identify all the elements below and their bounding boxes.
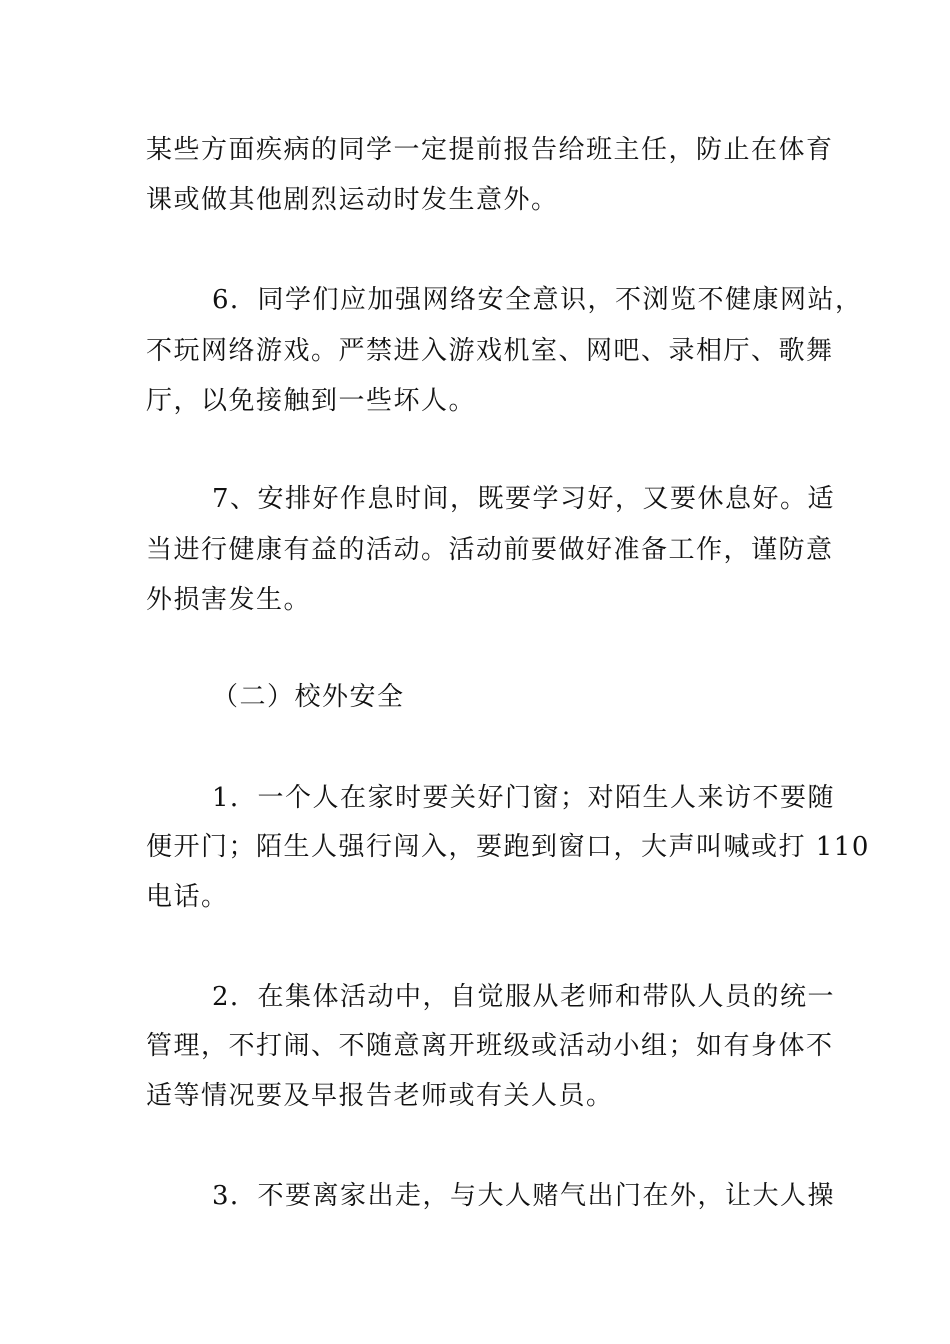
text-line: 课或做其他剧烈运动时发生意外。 <box>146 185 559 215</box>
text-line: 便开门；陌生人强行闯入，要跑到窗口，大声叫喊或打 110 <box>146 832 870 862</box>
text-line: 外损害发生。 <box>146 585 312 615</box>
text-line: 厅，以免接触到一些坏人。 <box>146 386 477 416</box>
paragraph-1-line: 1．一个人在家时要关好门窗；对陌生人来访不要随 <box>212 783 836 813</box>
text-line: 当进行健康有益的活动。活动前要做好准备工作，谨防意 <box>146 535 834 565</box>
paragraph-2-line: 2．在集体活动中，自觉服从老师和带队人员的统一 <box>212 982 836 1012</box>
text-line: 适等情况要及早报告老师或有关人员。 <box>146 1081 614 1111</box>
text-line: 不玩网络游戏。严禁进入游戏机室、网吧、录相厅、歌舞 <box>146 336 834 366</box>
paragraph-7-line: 7、安排好作息时间，既要学习好，又要休息好。适 <box>212 484 836 514</box>
text-line: 电话。 <box>146 882 229 912</box>
paragraph-6-line: 6．同学们应加强网络安全意识，不浏览不健康网站， <box>212 285 863 315</box>
text-line: 管理，不打闹、不随意离开班级或活动小组；如有身体不 <box>146 1031 834 1061</box>
section-heading: （二）校外安全 <box>212 682 405 712</box>
paragraph-3-line: 3．不要离家出走，与大人赌气出门在外，让大人操 <box>212 1181 836 1211</box>
text-line: 某些方面疾病的同学一定提前报告给班主任，防止在体育 <box>146 135 834 165</box>
